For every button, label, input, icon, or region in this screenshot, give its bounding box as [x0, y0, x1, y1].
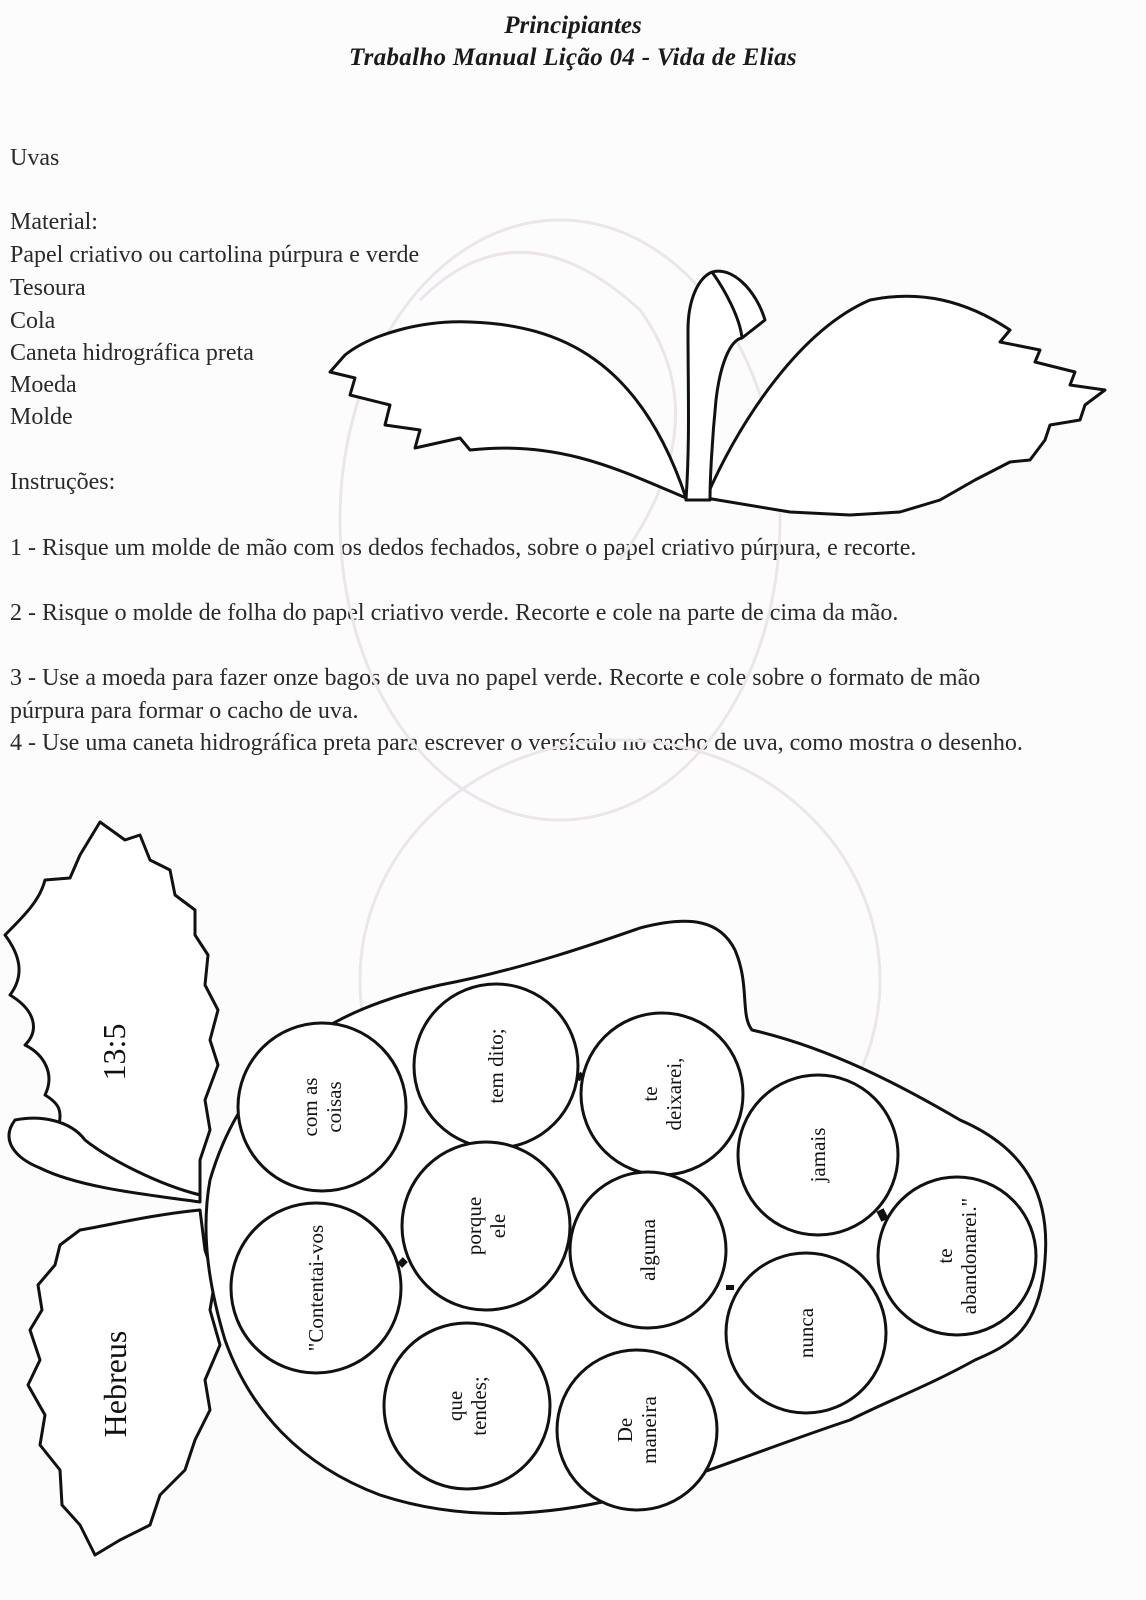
grape [878, 1177, 1036, 1335]
page-title: Principiantes [504, 12, 642, 39]
grape [414, 984, 578, 1148]
grape-text [794, 1307, 818, 1358]
material-item: Caneta hidrográfica preta [10, 340, 254, 366]
grape [238, 1023, 406, 1191]
grape [402, 1142, 570, 1310]
materials-heading: Material: [10, 209, 98, 235]
grape-text [636, 1218, 660, 1280]
grape-text [806, 1128, 830, 1184]
grape-text-line: te [933, 1248, 957, 1264]
grape-text-line: porque [462, 1196, 486, 1256]
material-item: Cola [10, 308, 56, 334]
grape-text-line: ele [486, 1213, 510, 1239]
grape [726, 1253, 886, 1413]
grape-text [298, 1078, 346, 1137]
grape-text-line: maneira [637, 1396, 661, 1464]
instruction-step: 2 - Risque o molde de folha do papel criativo verde. Recorte e cole na parte de cima da mão. [10, 600, 899, 626]
leaf-label-book: Hebreus [97, 1330, 133, 1438]
grape-text-line: "Contentai-vos [304, 1224, 328, 1352]
grape-text-line: tendes; [467, 1376, 491, 1436]
craft-name: Uvas [10, 145, 60, 171]
grape-text-line: De [613, 1417, 637, 1443]
instruction-step: 1 - Risque um molde de mão com os dedos fechados, sobre o papel criativo púrpura, e recorte. [10, 535, 917, 561]
material-item: Papel criativo ou cartolina púrpura e verde [10, 242, 420, 268]
grape-text-line: alguma [636, 1219, 660, 1281]
instructions-heading: Instruções: [10, 469, 116, 495]
grape-text-line: tem dito; [484, 1028, 508, 1104]
grape-text [484, 1028, 508, 1103]
grape [557, 1350, 717, 1510]
grape [231, 1203, 401, 1373]
grape-text-line: coisas [322, 1081, 346, 1133]
material-item: Tesoura [10, 275, 86, 301]
grape-joint [400, 1260, 405, 1265]
grape-text-line: com as [298, 1077, 322, 1137]
material-item: Moeda [10, 372, 77, 398]
grape-joint [880, 1210, 885, 1220]
material-item: Molde [10, 404, 73, 430]
grape [738, 1075, 898, 1235]
grape-text-line: nunca [794, 1307, 818, 1359]
leaf-label-verse: 13:5 [96, 1023, 132, 1081]
grape [384, 1323, 550, 1489]
grape-text-line: te [638, 1086, 662, 1102]
grape [570, 1172, 726, 1328]
grape-text-line: abandonarei." [957, 1197, 981, 1315]
grape [581, 1013, 743, 1175]
leaf-template [330, 271, 1105, 515]
grape-text-line: jamais [806, 1127, 830, 1183]
instruction-step: 4 - Use uma caneta hidrográfica preta para escrever o versículo no cacho de uva, como mostra o desenho. [10, 730, 1023, 756]
page-subtitle: Trabalho Manual Lição 04 - Vida de Elias [349, 44, 797, 71]
grape-text [304, 1225, 328, 1351]
grape-text-line: que [443, 1390, 467, 1422]
instruction-step: 3 - Use a moeda para fazer onze bagos de uva no papel verde. Recorte e cole sobre o formato de mão púrpura para formar o cacho de uva. [10, 665, 981, 724]
grape-text-line: deixarei, [662, 1057, 686, 1131]
